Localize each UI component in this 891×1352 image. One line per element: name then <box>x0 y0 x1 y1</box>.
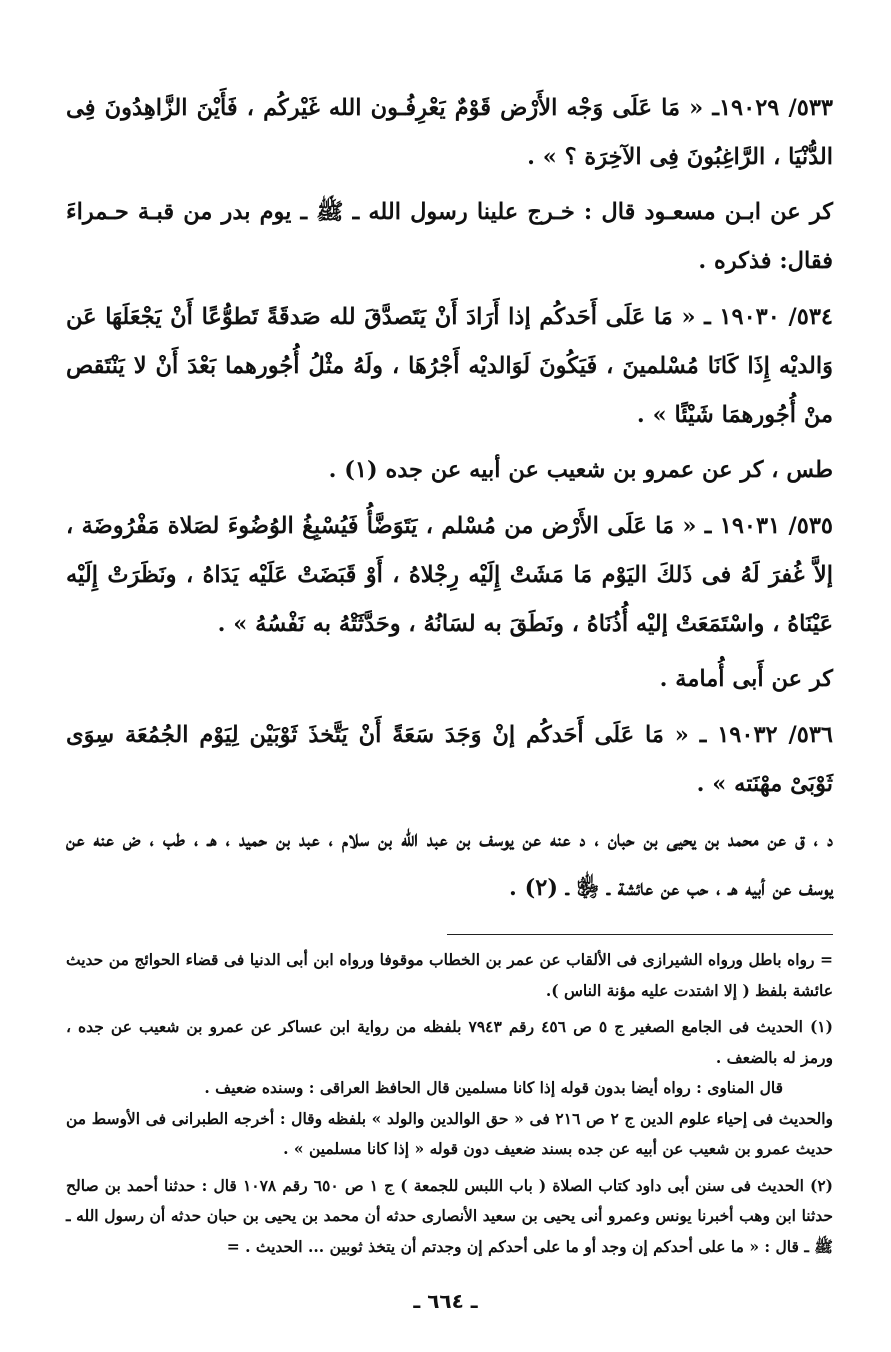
footnote-continuation: = رواه باطل ورواه الشيرازى فى الألقاب عن عمر بن الخطاب موقوفا ورواه ابن أبى الدنيا فى قضاء الحوائج من حديث عائشة بلفظ ( إلا اشتدت عليه مؤنة الناس ). <box>66 950 833 1000</box>
hadith-536-source: د ، ق عن محمد بن يحيى بن حبان ، د عنه عن يوسف بن عبد الله بن سلام ، عبد بن حميد ، هـ ، طب ، ض عنه عن يوسف عن أبيه هـ ، حب عن عائشة ـ ﵂ ـ (٢) . <box>66 826 833 901</box>
footnote-divider <box>447 934 833 935</box>
page-number: ـ ٦٦٤ ـ <box>413 1289 478 1313</box>
hadith-533: ٥٣٣/ ١٩٠٢٩ـ « مَا عَلَى وَجْه الأَرْض قَوْمٌ يَعْرِفُـون الله غَيْركُم ، فَأَيْنَ الزَّاهِدُونَ فِى الدُّنْيَا ، الرَّاغِبُونَ فِى الآخِرَة ؟ » . <box>66 95 833 170</box>
hadith-534: ٥٣٤/ ١٩٠٣٠ ـ « مَا عَلَى أَحَدكُم إذا أَرَادَ أَنْ يَتَصدَّقَ لله صَدقَةً تَطوُّعًا أَنْ يَجْعَلَهَا عَن وَالديْه إِذَا كَانَا مُسْلمينَ ، فَيَكُونَ لَوَالديْه أَجْرُهَا ، ولَهُ مثْلُ أُجُورهما بَعْدَ أَنْ لا يَنْتَقص منْ أُجُورهمَا شَيْئًا » . <box>66 304 833 428</box>
footnote-1-ihya: والحديث فى إحياء علوم الدين ج ٢ ص ٢١٦ فى « حق الوالدين والولد » بلفظه وقال : أخرجه الطبرانى فى الأوسط من حديث عمرو بن شعيب عن أبيه عن جده بسند ضعيف دون قوله « إذا كانا مسلمين » . <box>66 1108 833 1158</box>
hadith-535-source: كر عن أَبى أُمامة . <box>659 666 833 692</box>
main-text <box>66 84 833 913</box>
hadith-534-source: طس ، كر عن عمرو بن شعيب عن أبيه عن جده (١) . <box>328 457 833 483</box>
footnote-2: (٢) الحديث فى سنن أبى داود كتاب الصلاة ( باب اللبس للجمعة ) ج ١ ص ٦٥٠ رقم ١٠٧٨ قال : حدثنا أحمد بن صالح حدثنا ابن وهب أخبرنا يونس وعمرو أنى يحيى بن سعيد الأنصارى حدثه أن محمد بن يحيى بن حبان حدثه أن رسول الله ـ ﷺ ـ قال : « ما على أحدكم إن وجد أو ما على أحدكم إن وجدتم أن يتخذ ثوبين ... الحديث . = <box>66 1175 833 1256</box>
footnote-1: (١) الحديث فى الجامع الصغير ج ٥ ص ٤٥٦ رقم ٧٩٤٣ بلفظه من رواية ابن عساكر عن عمرو بن شعيب عن جده ، ورمز له بالضعف . <box>66 1017 833 1067</box>
footnotes <box>66 945 833 1262</box>
hadith-535: ٥٣٥/ ١٩٠٣١ ـ « مَا عَلَى الأَرْض من مُسْلم ، يَتَوَضَّأُ فَيُسْبِغُ الوُضُوءَ لصَلاة مَفْرُوضَة ، إلاَّ غُفرَ لَهُ فى ذَلكَ اليَوْم مَا مَشَتْ إِلَيْه رِجْلاهُ ، أَوْ قَبَضَتْ عَلَيْه يَدَاهُ ، ونَظَرَتْ إِلَيْه عَيْنَاهُ ، واسْتَمَعَتْ إليْه أُذُنَاهُ ، ونَطَقَ به لسَانُهُ ، وحَدَّثَتْهُ به نَفْسُهُ » . <box>66 513 833 637</box>
hadith-536: ٥٣٦/ ١٩٠٣٢ ـ « مَا عَلَى أَحَدكُم إنْ وَجَدَ سَعَةً أَنْ يَتَّخذَ ثَوْبَيْن لِيَوْم الجُمُعَة سِوَى ثَوْبَىْ مهْنَته » . <box>66 722 833 797</box>
footnote-1-comment: قال المناوى : رواه أيضا بدون قوله إذا كانا مسلمين قال الحافظ العراقى : وسنده ضعيف . <box>204 1078 783 1097</box>
hadith-533-source: كر عن ابـن مسعـود قال : خـرج علينا رسول الله ـ ﷺ ـ يوم بدر من قبـة حـمراءَ فقال: فذكره . <box>66 199 833 274</box>
